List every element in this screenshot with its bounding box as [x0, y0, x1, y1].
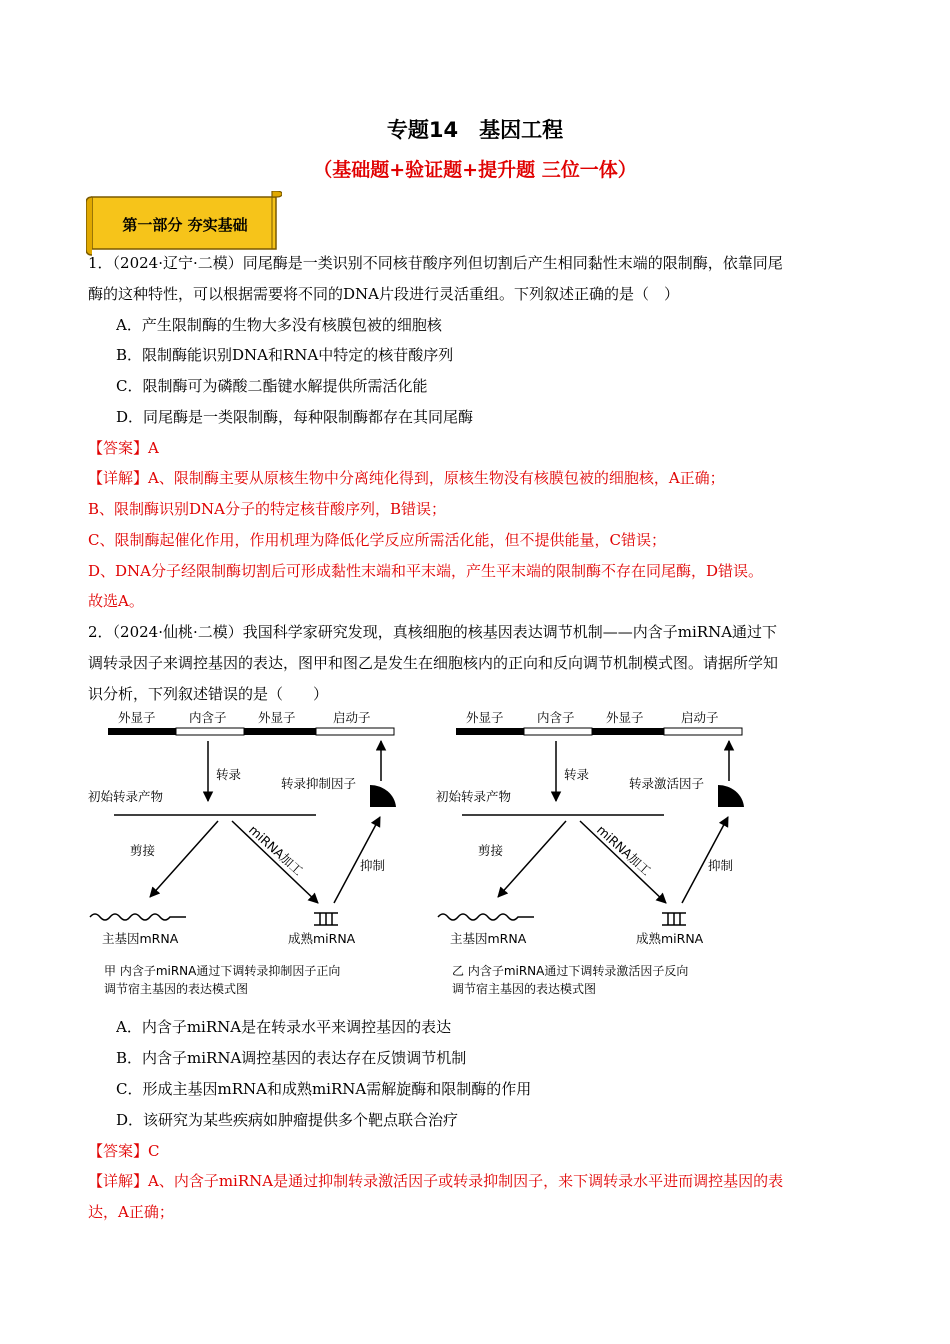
right-promoter-label: 启动子 — [681, 710, 719, 725]
right-caption-line2: 调节宿主基因的表达模式图 — [452, 982, 597, 996]
left-processing-arrow — [232, 821, 318, 903]
left-exon-label-2: 外显子 — [258, 710, 296, 725]
q1-explain-a: 【详解】A、限制酶主要从原核生物中分离纯化得到，原核生物没有核膜包被的细胞核，A正确； — [88, 469, 725, 487]
left-factor-shape — [370, 785, 396, 807]
left-caption-line2: 调节宿主基因的表达模式图 — [104, 982, 249, 996]
q1-stem-line2: 酶的这种特性，可以根据需要将不同的DNA片段进行灵活重组。下列叙述正确的是（ ） — [88, 285, 679, 303]
q2-option-a: A．内含子miRNA是在转录水平来调控基因的表达 — [116, 1018, 452, 1036]
q2-explain-line1: 【详解】A、内含子miRNA是通过抑制转录激活因子或转录抑制因子，来下调转录水平进而调控基因的表 — [88, 1172, 784, 1190]
left-promoter-bar — [316, 728, 394, 735]
q1-stem-line1: 1．（2024·辽宁·二模）同尾酶是一类识别不同核苷酸序列但切割后产生相同黏性末端的限制酶，依靠同尾 — [88, 254, 783, 272]
q2-stem-line3: 识分析，下列叙述错误的是（ ） — [88, 685, 329, 703]
q2-answer: 【答案】C — [88, 1142, 160, 1160]
left-transcription-label: 转录 — [216, 767, 242, 782]
right-inhibit-label: 抑制 — [708, 858, 734, 873]
left-mature-mirna-icon — [314, 913, 338, 925]
left-promoter-label: 启动子 — [333, 710, 371, 725]
q1-option-a: A．产生限制酶的生物大多没有核膜包被的细胞核 — [116, 316, 442, 334]
right-exon-label-1: 外显子 — [466, 710, 504, 725]
q1-answer: 【答案】A — [88, 439, 159, 457]
q1-option-d: D．同尾酶是一类限制酶，每种限制酶都存在其同尾酶 — [116, 408, 474, 426]
right-mature-mirna-icon — [662, 913, 686, 925]
right-caption-line1: 乙 内含子miRNA通过下调转录激活因子反向 — [452, 964, 689, 978]
q1-option-b: B．限制酶能识别DNA和RNA中特定的核苷酸序列 — [116, 346, 454, 364]
right-promoter-bar — [664, 728, 742, 735]
right-host-mrna-label: 主基因mRNA — [450, 931, 527, 946]
mirna-regulation-figure — [88, 703, 788, 1003]
q2-option-b: B．内含子miRNA调控基因的表达存在反馈调节机制 — [116, 1049, 467, 1067]
right-processing-arrow — [580, 821, 666, 903]
right-intron-bar — [524, 728, 592, 735]
right-exon-bar-2 — [592, 728, 664, 735]
right-primary-transcript-label: 初始转录产物 — [436, 789, 512, 804]
right-transcription-label: 转录 — [564, 767, 590, 782]
left-exon-label-1: 外显子 — [118, 710, 156, 725]
q2-option-c: C．形成主基因mRNA和成熟miRNA需解旋酶和限制酶的作用 — [116, 1080, 532, 1098]
page-subtitle: （基础题+验证题+提升题 三位一体） — [313, 159, 637, 181]
left-mature-mirna-label: 成熟miRNA — [288, 931, 356, 946]
left-intron-bar — [176, 728, 244, 735]
left-host-mrna-label: 主基因mRNA — [102, 931, 179, 946]
left-inhibit-label: 抑制 — [360, 858, 386, 873]
right-exon-bar-1 — [456, 728, 524, 735]
q1-option-c: C．限制酶可为磷酸二酯键水解提供所需活化能 — [116, 377, 428, 395]
left-splicing-arrow — [150, 821, 218, 897]
q1-explain-c: C、限制酶起催化作用，作用机理为降低化学反应所需活化能，但不提供能量，C错误； — [88, 531, 666, 549]
q1-explain-d: D、DNA分子经限制酶切割后可形成黏性末端和平末端，产生平末端的限制酶不存在同尾酶，D错误。 — [88, 562, 764, 580]
left-processing-label: miRNA加工 — [245, 822, 307, 879]
right-intron-label: 内含子 — [537, 710, 575, 725]
left-exon-bar-2 — [244, 728, 316, 735]
q2-explain-line2: 达，A正确； — [88, 1203, 174, 1221]
left-splicing-label: 剪接 — [130, 843, 156, 858]
left-factor-label: 转录抑制因子 — [281, 776, 357, 791]
q2-stem-line2: 调转录因子来调控基因的表达，图甲和图乙是发生在细胞核内的正向和反向调节机制模式图。请据所学知 — [88, 654, 779, 672]
right-splicing-arrow — [498, 821, 566, 897]
panel-right — [436, 710, 744, 996]
right-host-mrna-wave — [438, 914, 534, 920]
left-primary-transcript-label: 初始转录产物 — [88, 789, 164, 804]
q2-option-d: D．该研究为某些疾病如肿瘤提供多个靶点联合治疗 — [116, 1111, 459, 1129]
left-host-mrna-wave — [90, 914, 186, 920]
left-exon-bar-1 — [108, 728, 176, 735]
right-processing-label: miRNA加工 — [593, 822, 655, 879]
right-splicing-label: 剪接 — [478, 843, 504, 858]
right-exon-label-2: 外显子 — [606, 710, 644, 725]
section-banner-label: 第一部分 夯实基础 — [122, 216, 248, 234]
left-caption-line1: 甲 内含子miRNA通过下调转录抑制因子正向 — [104, 964, 341, 978]
page-title: 专题14 基因工程 — [386, 118, 564, 142]
left-intron-label: 内含子 — [189, 710, 227, 725]
q2-stem-line1: 2．（2024·仙桃·二模）我国科学家研究发现，真核细胞的核基因表达调节机制——内含子miRNA通过下 — [88, 623, 778, 641]
panel-left — [88, 710, 396, 996]
right-factor-shape — [718, 785, 744, 807]
right-factor-label: 转录激活因子 — [629, 776, 705, 791]
q1-explain-b: B、限制酶识别DNA分子的特定核苷酸序列，B错误； — [88, 500, 447, 518]
q1-conclusion: 故选A。 — [88, 592, 144, 610]
right-mature-mirna-label: 成熟miRNA — [636, 931, 704, 946]
